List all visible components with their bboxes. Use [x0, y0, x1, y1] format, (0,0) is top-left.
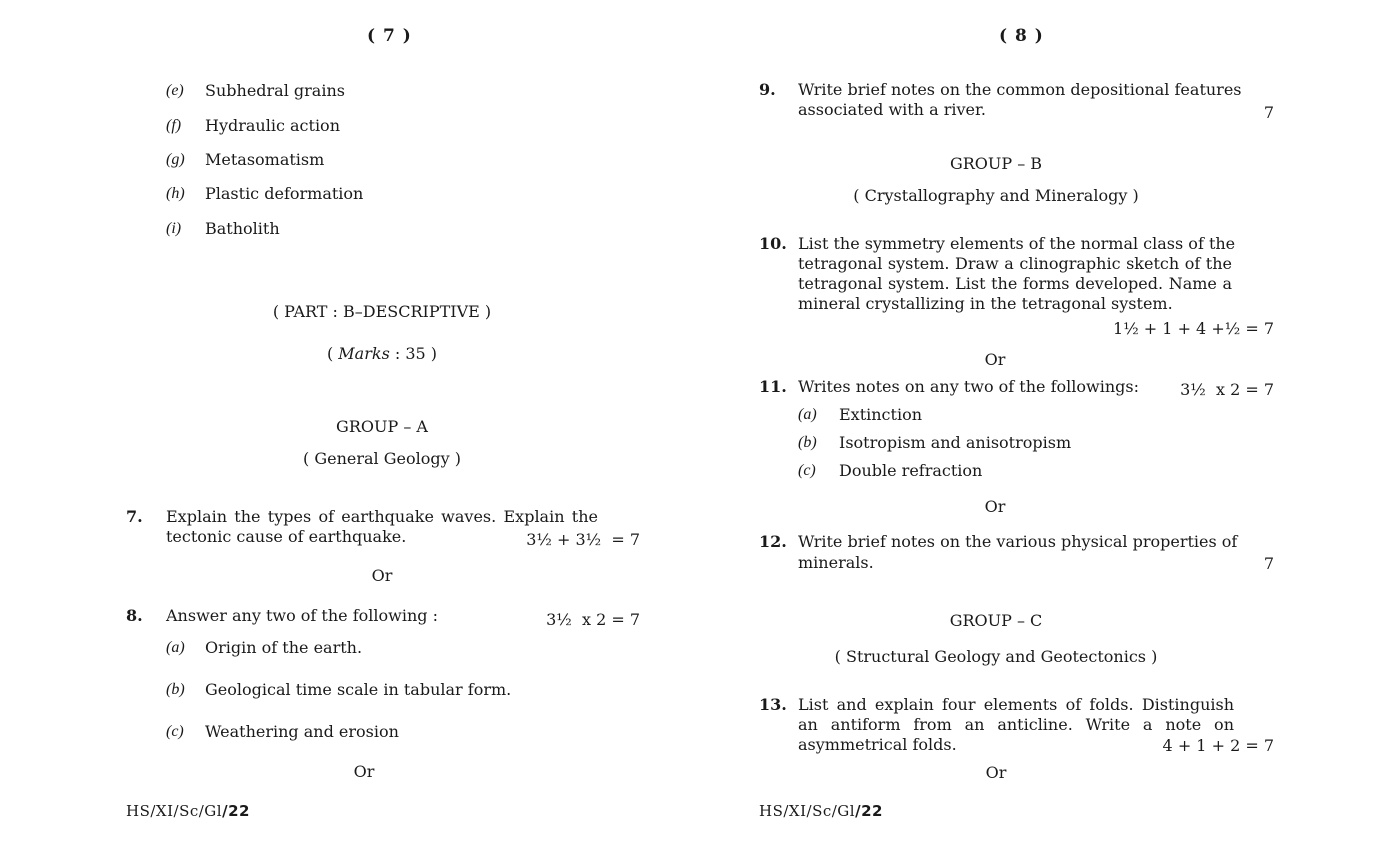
question-number: 8. — [126, 606, 143, 625]
group-title: GROUP – B — [949, 154, 1043, 173]
question-text: asymmetrical folds. — [798, 735, 957, 754]
question-marks: 7 — [1263, 554, 1274, 573]
item-text: Extinction — [839, 405, 922, 424]
or-divider: Or — [984, 497, 1006, 516]
question-marks: 4 + 1 + 2 = 7 — [1162, 736, 1274, 755]
or-divider: Or — [371, 566, 393, 585]
item-text: Isotropism and anisotropism — [839, 433, 1072, 452]
question-number: 12. — [759, 532, 787, 551]
item-text: Origin of the earth. — [205, 638, 363, 657]
marks-heading: ( Marks : 35 ) — [326, 344, 438, 363]
question-number: 9. — [759, 80, 776, 99]
or-divider: Or — [353, 762, 375, 781]
item-text: Geological time scale in tabular form. — [205, 680, 512, 699]
footer-code: HS/XI/Sc/Gl/22 — [759, 802, 883, 820]
group-title: GROUP – A — [336, 417, 428, 436]
item-label: (a) — [798, 406, 817, 423]
part-title: ( PART : B–DESCRIPTIVE ) — [272, 302, 492, 321]
question-number: 13. — [759, 695, 787, 714]
item-label: (b) — [798, 434, 817, 451]
or-divider: Or — [985, 763, 1007, 782]
item-text: Metasomatism — [205, 150, 325, 169]
item-text: Hydraulic action — [205, 116, 340, 135]
item-label: (c) — [166, 723, 184, 740]
footer-code: HS/XI/Sc/Gl/22 — [126, 802, 250, 820]
item-text: Plastic deformation — [205, 184, 364, 203]
question-text: minerals. — [798, 553, 874, 572]
question-number: 10. — [759, 234, 787, 253]
item-label: (a) — [166, 639, 185, 656]
item-label: (e) — [166, 82, 184, 99]
question-text: tetragonal system. Draw a clinographic sketch of the — [798, 254, 1232, 273]
question-text: mineral crystallizing in the tetragonal system. — [798, 294, 1173, 313]
group-subtitle: ( Crystallography and Mineralogy ) — [853, 186, 1139, 205]
item-text: Batholith — [205, 219, 280, 238]
item-label: (h) — [166, 185, 185, 202]
item-label: (i) — [166, 220, 182, 237]
question-number: 11. — [759, 377, 787, 396]
question-marks: 1½ + 1 + 4 +½ = 7 — [1113, 319, 1274, 338]
question-text: an antiform from an anticline. Write a note on — [798, 715, 1234, 734]
item-text: Weathering and erosion — [205, 722, 399, 741]
question-text: List the symmetry elements of the normal class of the — [798, 234, 1236, 253]
item-label: (b) — [166, 681, 185, 698]
group-subtitle: ( General Geology ) — [303, 449, 461, 468]
question-text: Writes notes on any two of the followings: — [798, 377, 1139, 396]
question-text: Explain the types of earthquake waves. Explain the — [166, 507, 598, 526]
question-text: Write brief notes on the common depositional features — [798, 80, 1242, 99]
question-text: tectonic cause of earthquake. — [166, 527, 407, 546]
item-label: (g) — [166, 151, 185, 168]
question-text: Write brief notes on the various physical properties of — [798, 532, 1238, 551]
question-text: tetragonal system. List the forms developed. Name a — [798, 274, 1232, 293]
group-subtitle: ( Structural Geology and Geotectonics ) — [834, 647, 1158, 666]
item-text: Subhedral grains — [205, 81, 345, 100]
question-text: List and explain four elements of folds. Distinguish — [798, 695, 1234, 714]
question-number: 7. — [126, 507, 143, 526]
question-marks: 3½ x 2 = 7 — [546, 610, 640, 629]
or-divider: Or — [984, 350, 1006, 369]
question-marks: 3½ x 2 = 7 — [1180, 380, 1274, 399]
question-text: associated with a river. — [798, 100, 986, 119]
question-marks: 3½ + 3½ = 7 — [526, 530, 640, 549]
group-title: GROUP – C — [949, 611, 1043, 630]
question-marks: 7 — [1263, 103, 1274, 122]
item-label: (f) — [166, 117, 182, 134]
item-text: Double refraction — [839, 461, 983, 480]
page-number: ( 8 ) — [999, 26, 1044, 46]
item-label: (c) — [798, 462, 816, 479]
page-number: ( 7 ) — [367, 26, 412, 46]
question-text: Answer any two of the following : — [166, 606, 438, 625]
